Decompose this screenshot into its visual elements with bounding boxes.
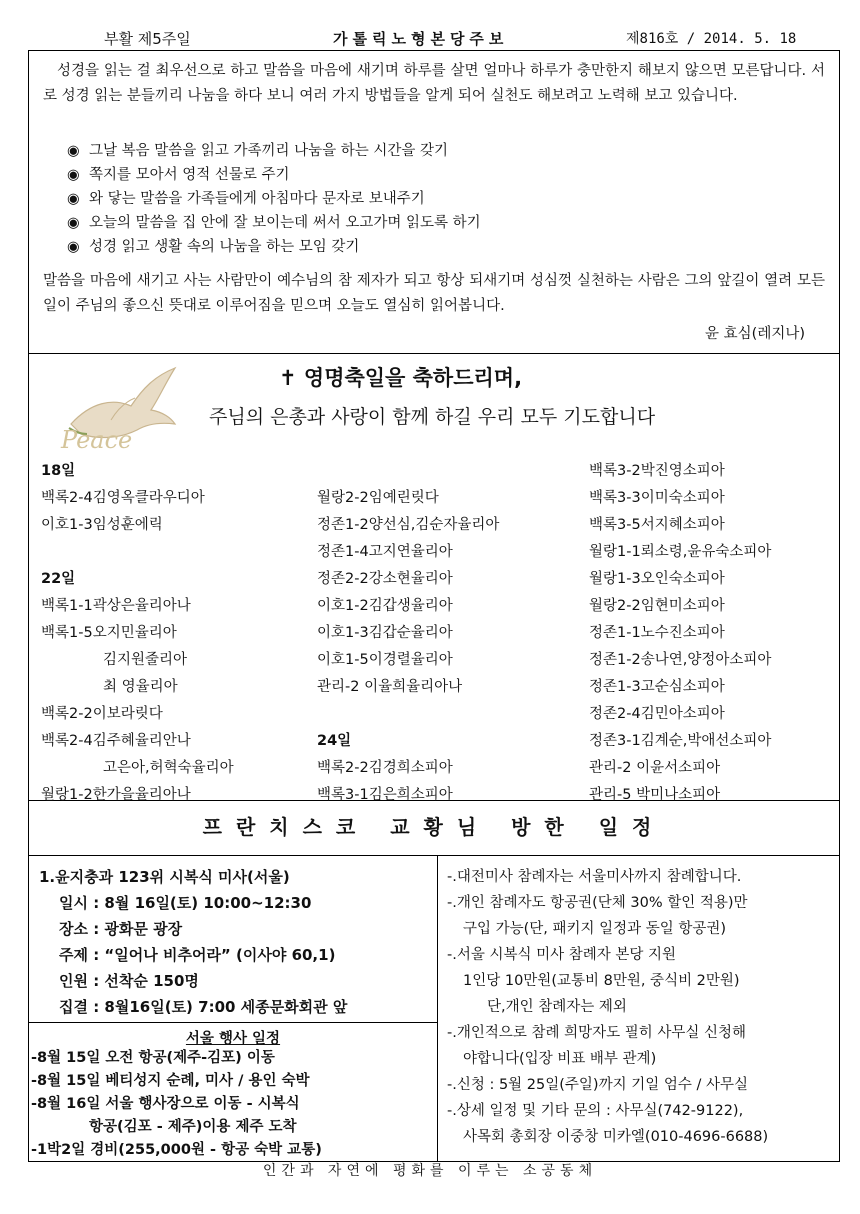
note-line: -.상세 일정 및 기타 문의 : 사무실(742-9122), xyxy=(447,1103,744,1119)
name-entry: 관리-2 이율희율리아나 xyxy=(317,679,463,695)
name-entry xyxy=(41,539,234,566)
mass-info-line: 인원 : 선착순 150명 xyxy=(59,972,199,990)
name-entry: 정존1-2양선심,김순자율리아 xyxy=(317,517,500,533)
liturgical-season: 부활 제5주일 xyxy=(104,30,191,48)
name-entry: 정존1-2송나연,양정아소피아 xyxy=(589,652,772,668)
bullet-text: 그날 복음 말씀을 읽고 가족끼리 나눔을 하는 시간을 갖기 xyxy=(89,143,449,159)
name-entry xyxy=(317,458,499,485)
name-entry: 김지원줄리아 xyxy=(103,652,188,668)
name-entry: 정존2-2강소현율리아 xyxy=(317,571,453,587)
name-entry: 정존1-1노수진소피아 xyxy=(589,625,725,641)
reflection-bullet-item xyxy=(67,163,481,187)
note-line: -.신청 : 5월 25일(주일)까지 기일 엄수 / 사무실 xyxy=(447,1077,748,1093)
papal-visit-title: 프란치스코 교황님 방한 일정 xyxy=(202,815,666,839)
mass-info-list xyxy=(39,864,347,1020)
name-entry: 백록2-4김주혜율리안나 xyxy=(41,733,191,749)
reflection-intro: 성경을 읽는 걸 최우선으로 하고 말씀을 마음에 새기며 하루를 살면 얼마나 하루가 충만한지 해보지 않으면 모른답니다. 서로 성경 읽는 분들끼리 나눔을 하다 보니 여러 가지 방법들을 알게 되어 실천도 해보려고 노력해 보고 있습니다. xyxy=(43,63,825,104)
date-heading: 24일 xyxy=(317,733,352,749)
date-heading: 22일 xyxy=(41,571,76,587)
papal-visit-section xyxy=(29,856,839,1161)
name-entry: 이호1-3김갑순율리아 xyxy=(317,625,453,641)
name-entry: 이호1-2김갑생율리아 xyxy=(317,598,453,614)
bullet-text: 성경 읽고 생활 속의 나눔을 하는 모임 갖기 xyxy=(89,239,360,255)
name-entry: 월랑2-2임현미소피아 xyxy=(589,598,725,614)
schedule-line: -8월 16일 서울 행사장으로 이동 - 시복식 xyxy=(31,1096,300,1112)
name-entry: 백록2-2김경희소피아 xyxy=(317,760,453,776)
note-line: 사목회 총회장 이중창 미카엘(010-4696-6688) xyxy=(463,1129,769,1145)
bullet-text: 와 닿는 말씀을 가족들에게 아침마다 문자로 보내주기 xyxy=(89,191,425,207)
name-entry: 정존1-4고지연율리아 xyxy=(317,544,453,560)
bulletin-frame xyxy=(28,50,840,1162)
name-entry: 월랑1-2한가을율리아나 xyxy=(41,787,191,803)
seoul-schedule-box xyxy=(29,1022,437,1162)
name-entry: 이호1-3임성훈에릭 xyxy=(41,517,163,533)
reflection-closing: 말씀을 마음에 새기고 사는 사람만이 예수님의 참 제자가 되고 항상 되새기며 성심껏 실천하는 사람은 그의 앞길이 열려 모든 일이 주님의 좋으신 뜻대로 이루어짐을 믿으며 오늘도 열심히 읽어봅니다. xyxy=(43,273,825,314)
schedule-line: -8월 15일 오전 항공(제주-김포) 이동 xyxy=(31,1050,275,1066)
bullet-text: 오늘의 말씀을 집 안에 잘 보이는데 써서 오고가며 읽도록 하기 xyxy=(89,215,481,231)
name-entry: 고은아,허혁숙율리아 xyxy=(103,760,234,776)
name-entry: 월랑2-2임예린릿다 xyxy=(317,490,439,506)
name-entry: 백록1-5오지민율리아 xyxy=(41,625,177,641)
note-line: -.서울 시복식 미사 참례자 본당 지원 xyxy=(447,947,676,963)
bulletin-title: 가톨릭노형본당주보 xyxy=(333,30,509,48)
name-entry: 백록1-1곽상은율리아나 xyxy=(41,598,191,614)
mass-info-line: 주제 : “일어나 비추어라” (이사야 60,1) xyxy=(59,946,336,964)
name-entry: 관리-2 이윤서소피아 xyxy=(589,760,721,776)
bullet-marker-icon: ◉ xyxy=(67,215,80,231)
names-column-2 xyxy=(317,458,499,809)
mass-info-line: 집결 : 8월16일(토) 7:00 세종문화회관 앞 xyxy=(59,998,348,1016)
reflection-bullet-item xyxy=(67,211,481,235)
name-entry: 정존1-3고순심소피아 xyxy=(589,679,725,695)
note-line: -.개인적으로 참례 희망자도 필히 사무실 신청해 xyxy=(447,1025,747,1041)
mass-info-line: 일시 : 8월 16일(토) 10:00~12:30 xyxy=(59,894,312,912)
name-entry: 월랑1-1뢰소령,윤유숙소피아 xyxy=(589,544,772,560)
name-entry: 최 영율리아 xyxy=(103,679,178,695)
reflection-author: 윤 효심(레지나) xyxy=(705,326,805,342)
date-heading: 18일 xyxy=(41,463,76,479)
schedule-line: -1박2일 경비(255,000원 - 항공 숙박 교통) xyxy=(31,1142,322,1158)
name-entry: 백록3-5서지혜소피아 xyxy=(589,517,725,533)
seoul-schedule-list xyxy=(31,1047,322,1162)
note-line: -.대전미사 참례자는 서울미사까지 참례합니다. xyxy=(447,869,742,885)
name-entry: 관리-5 박미나소피아 xyxy=(589,787,721,803)
participation-notes xyxy=(447,864,768,1150)
bulletin-header xyxy=(28,26,840,50)
schedule-line: -8월 15일 베티성지 순례, 미사 / 용인 숙박 xyxy=(31,1073,310,1089)
mass-info-line: 1.윤지충과 123위 시복식 미사(서울) xyxy=(39,868,290,886)
seoul-schedule-title: 서울 행사 일정 xyxy=(185,1031,281,1047)
svg-text:Peace: Peace xyxy=(61,426,133,454)
note-line: 단,개인 참례자는 제외 xyxy=(487,999,627,1015)
name-entry: 월랑1-3오인숙소피아 xyxy=(589,571,725,587)
name-entry: 정존2-4김민아소피아 xyxy=(589,706,725,722)
name-entry: 백록3-1김은희소피아 xyxy=(317,787,453,803)
note-line: 1인당 10만원(교통비 8만원, 중식비 2만원) xyxy=(463,973,740,989)
papal-visit-heading xyxy=(29,801,839,856)
reflection-bullet-item xyxy=(67,187,481,211)
name-entry: 백록2-4김영옥클라우디아 xyxy=(41,490,205,506)
reflection-section xyxy=(29,51,839,354)
name-day-title: ✝ 영명축일을 축하드리며, xyxy=(279,366,523,390)
note-line: 구입 가능(단, 패키지 일정과 동일 항공권) xyxy=(463,921,727,937)
note-line: -.개인 참례자도 항공권(단체 30% 할인 적용)만 xyxy=(447,895,748,911)
bullet-marker-icon: ◉ xyxy=(67,191,80,207)
name-entry: 이호1-5이경렬율리아 xyxy=(317,652,453,668)
name-entry xyxy=(317,701,499,728)
reflection-bullet-item xyxy=(67,139,481,163)
bullet-text: 쪽지를 모아서 영적 선물로 주기 xyxy=(89,167,290,183)
names-column-3 xyxy=(589,458,771,809)
reflection-bullet-item xyxy=(67,235,481,259)
mass-info-line: 장소 : 광화문 광장 xyxy=(59,920,183,938)
mass-info-box xyxy=(29,856,438,1161)
footer-motto: 인간과 자연에 평화를 이루는 소공동체 xyxy=(262,1163,598,1179)
bullet-marker-icon: ◉ xyxy=(67,143,80,159)
name-entry: 백록3-3이미숙소피아 xyxy=(589,490,725,506)
issue-number: 제816호 / 2014. 5. 18 xyxy=(626,31,797,47)
name-entry: 정존3-1김계순,박애선소피아 xyxy=(589,733,772,749)
name-day-section xyxy=(29,354,839,801)
peace-dove-logo xyxy=(51,362,181,454)
schedule-line: 항공(김포 - 제주)이용 제주 도착 xyxy=(89,1119,297,1135)
bullet-marker-icon: ◉ xyxy=(67,167,80,183)
bullet-marker-icon: ◉ xyxy=(67,239,80,255)
reflection-bullet-list xyxy=(67,139,481,259)
name-entry: 백록3-2박진영소피아 xyxy=(589,463,725,479)
name-day-subtitle: 주님의 은총과 사랑이 함께 하길 우리 모두 기도합니다 xyxy=(209,406,656,428)
name-entry: 백록2-2이보라릿다 xyxy=(41,706,163,722)
note-line: 야합니다(입장 비표 배부 관계) xyxy=(463,1051,657,1067)
names-column-1 xyxy=(41,458,234,809)
